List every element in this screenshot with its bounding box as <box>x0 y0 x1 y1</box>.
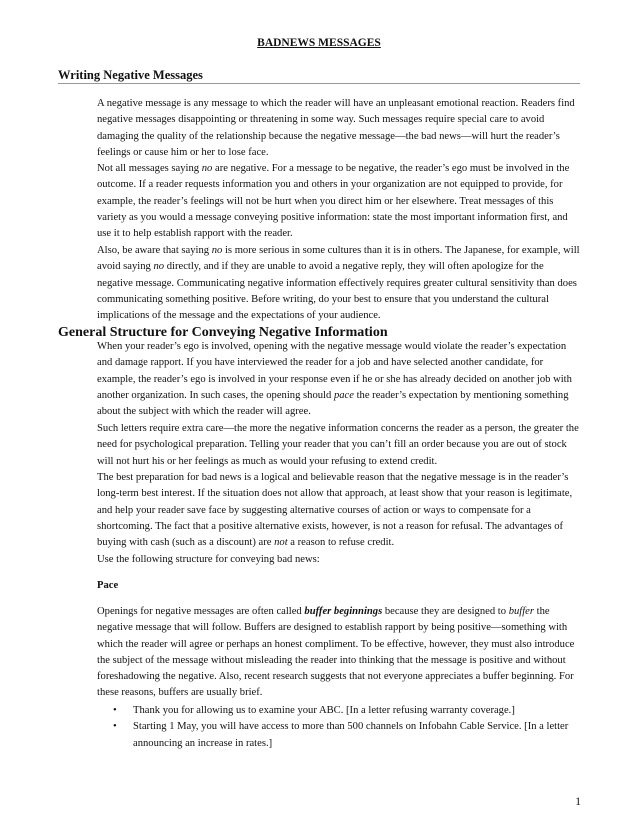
list-item <box>113 719 583 752</box>
structure-paragraph-4 <box>97 552 582 568</box>
text-run: Also, be aware that saying <box>97 245 212 256</box>
emphasis-text: pace <box>333 389 354 401</box>
document-title: BADNEWS MESSAGES <box>257 37 381 49</box>
text-run: directly, and if they are unable to avoid a negative reply, they will often apologize for the negative message. Communicating negative information effectively requires greater cultural sensitivity than does communicating something positive. Before writing, do your best to ensure that you understand the cultural implications of the message and the expectations of your audience. <box>97 261 577 322</box>
text-run: The best preparation for bad news is a logical and believable reason that the negative message is in the reader’s long-term best interest. If the situation does not allow that approach, at least show that your reason is legitimate, and help your reader save face by suggesting alternative courses of action or ways to compensate for a shortcoming. The fact that a positive alternative exists, however, is not a reason for refusal. The advantages of buying with cash (such as a discount) are <box>97 472 573 549</box>
text-run: is more serious in some cultures than it is in others. The Japanese, for example, will avoid saying <box>97 245 580 273</box>
bold-emphasis-text: buffer beginnings <box>304 606 383 617</box>
paragraph-text: Use the following structure for conveying bad news: <box>97 554 320 565</box>
writing-paragraph-2 <box>97 161 582 242</box>
text-run: the negative message that will follow. Buffers are designed to establish rapport by being positive—something with which the reader will agree or perhaps an honest compliment. To be effective, however, they must also introduce the subject of the message without misleading the reader into thinking that the message is positive and without foreshadowing the negative. Also, recent research suggests that not everyone appreciates a buffer beginning. For these reasons, buffers are usually brief. <box>97 606 575 699</box>
emphasis-text: not <box>274 537 288 549</box>
section-heading-structure: General Structure for Conveying Negative Information <box>58 325 388 340</box>
list-item-text: Thank you for allowing us to examine your ABC. [In a letter refusing warranty coverage.] <box>133 705 515 716</box>
text-run: When your reader’s ego is involved, opening with the negative message would violate the reader’s expectation and damage rapport. If you have interviewed the reader for a job and have selected another candidate, for example, the reader’s ego is involved in your response even if he or she has already decided on another job with another organization. In such cases, the opening should <box>97 341 572 401</box>
section-heading-writing: Writing Negative Messages <box>58 68 203 82</box>
text-run: the reader’s expectation by mentioning something about the subject with which the reader will agree. <box>97 389 569 418</box>
text-run: are negative. For a message to be negative, the reader’s ego must be involved in the outcome. If a reader requests information you and others in your organization are not equipped to provide, for example, the reader’s feelings will not be hurt when you direct him or her elsewhere. Treat messages of this variety as you would a message conveying positive information: state the most important information first, and use it to help establish rapport with the reader. <box>97 163 570 240</box>
paragraph-text: A negative message is any message to which the reader will have an unpleasant emotional reaction. Readers find negative messages disappointing or threatening in some way. Such messages require special care to avoid damaging the quality of the relationship because the negative message—the bad news—will hurt the reader’s feelings or cause him or her to lose face. <box>97 98 575 158</box>
emphasis-text: buffer <box>508 606 534 617</box>
structure-paragraph-1 <box>97 339 582 420</box>
structure-paragraph-2 <box>97 421 582 470</box>
pace-heading: Pace <box>97 580 119 591</box>
paragraph-text <box>97 339 582 420</box>
paragraph-text <box>97 243 582 324</box>
structure-paragraph-5 <box>97 604 582 702</box>
bullet-list <box>113 703 583 752</box>
paragraph-text <box>97 470 582 551</box>
text-run: Not all messages saying <box>97 163 202 174</box>
bullet-icon: • <box>113 705 117 716</box>
emphasis-text: no <box>201 163 213 174</box>
heading-rule <box>58 83 580 84</box>
emphasis-text: no <box>211 245 223 256</box>
writing-paragraph-3 <box>97 243 582 324</box>
list-item-text: Starting 1 May, you will have access to more than 500 channels on Infobahn Cable Service. [In a letter announcing an increase in rates.] <box>133 721 569 749</box>
paragraph-text <box>97 161 582 242</box>
writing-paragraph-1 <box>97 96 582 161</box>
text-run: because they are designed to <box>382 606 509 617</box>
bullet-icon: • <box>113 721 117 733</box>
paragraph-text: Such letters require extra care—the more the negative information concerns the reader as a person, the greater the need for psychological preparation. Telling your reader that you can’t fill an order because you are out of stock will not hurt his or her feelings as much as would your refusing to extend credit. <box>97 423 579 467</box>
text-run: a reason to refuse credit. <box>287 537 395 549</box>
list-item <box>113 703 583 719</box>
text-run: Openings for negative messages are often called <box>97 606 305 617</box>
emphasis-text: no <box>153 261 165 273</box>
structure-paragraph-3 <box>97 470 582 551</box>
paragraph-text <box>97 604 582 702</box>
page-number: 1 <box>575 796 581 808</box>
